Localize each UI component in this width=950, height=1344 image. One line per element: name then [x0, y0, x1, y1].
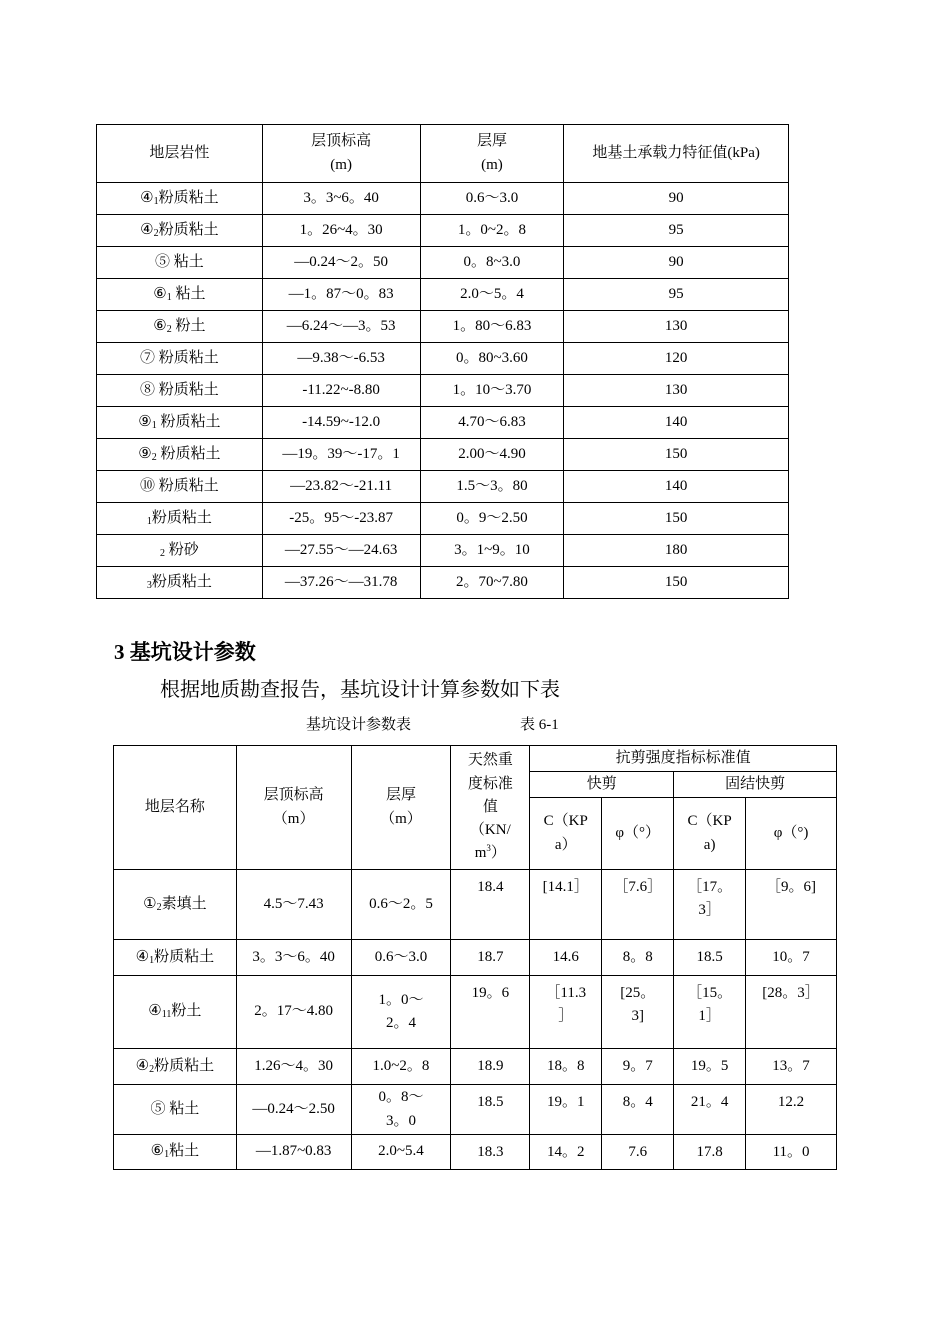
header-line: 值 [482, 798, 498, 815]
stratum-mark: ① [143, 895, 157, 912]
stratum-sublayer: 3 [146, 579, 152, 591]
table-row [97, 247, 789, 279]
table-row [114, 940, 837, 976]
cell-friction-quick-line: 3] [631, 1008, 644, 1025]
cell-thickness-line: 2.0~5.4 [378, 1143, 424, 1160]
header-text: 层厚 [476, 133, 507, 150]
cell-thickness: 2。70~7.80 [420, 567, 564, 599]
cell-top-elevation: -14.59~-12.0 [262, 407, 420, 439]
cell-thickness: 1。80～6.83 [420, 311, 564, 343]
cell-friction-consolidated-line: 11。0 [772, 1144, 810, 1160]
cell-cohesion-consolidated-line: 17.8 [696, 1144, 723, 1160]
cell-bearing-capacity: 90 [564, 183, 789, 215]
cell-top-elevation: —23.82～-21.11 [262, 471, 420, 503]
stratum-name: 粉质粘土 [156, 445, 221, 462]
cell-friction-quick-line: ［7.6］ [613, 879, 663, 895]
cell-cohesion-consolidated-line: 1］ [698, 1008, 721, 1025]
cell-cohesion-consolidated-line: ［15。 [687, 985, 733, 1001]
cell-top-elevation: —37.26～—31.78 [262, 567, 420, 599]
cell-top-elevation [236, 870, 351, 940]
cell-cohesion-quick [530, 976, 602, 1049]
cell-bearing-capacity: 150 [564, 567, 789, 599]
header-friction-quick: φ（°） [602, 798, 674, 870]
stratum-mark: ④ [140, 189, 154, 206]
header-shear-strength: 抗剪强度指标标准值 [530, 746, 837, 772]
stratum-mark: ⑤ [154, 253, 170, 270]
cell-top-elevation: -25。95～-23.87 [262, 503, 420, 535]
stratum-name: 素填土 [161, 895, 207, 912]
unit-close: ） [490, 845, 506, 862]
cell-friction-quick [602, 1085, 674, 1135]
stratum-mark: ⑧ [139, 381, 155, 398]
stratum-sublayer: 2 [153, 227, 159, 239]
cell-top-elevation-line: 2。17～4.80 [254, 1003, 333, 1020]
cell-thickness [351, 1085, 451, 1135]
stratum-name: 粉质粘土 [154, 349, 219, 366]
stratum-sublayer: 2 [156, 901, 162, 913]
table-row [114, 976, 837, 1049]
header-text: 层顶标高 [311, 133, 372, 150]
header-quick-shear: 快剪 [530, 772, 674, 798]
stratum-sublayer: 2 [151, 451, 157, 463]
table-number: 表 6-1 [520, 717, 559, 733]
cell-cohesion-quick-line: 14。2 [547, 1144, 585, 1160]
cell-bearing-capacity: 120 [564, 343, 789, 375]
cell-cohesion-quick-line: 18。8 [547, 1058, 585, 1074]
cell-thickness-line: 0.6～3.0 [374, 948, 428, 965]
cell-friction-quick [602, 1049, 674, 1085]
cell-stratum [97, 535, 263, 567]
stratum-mark: ⑤ [150, 1100, 166, 1117]
bearing-capacity-table [96, 124, 789, 599]
cell-top-elevation [236, 1085, 351, 1135]
header-consolidated-quick-shear: 固结快剪 [674, 772, 837, 798]
table-row [97, 567, 789, 599]
cell-stratum [114, 1135, 237, 1170]
cell-friction-quick-line: 8。4 [622, 1094, 653, 1110]
cell-cohesion-consolidated [674, 870, 746, 940]
cell-top-elevation: —6.24～—3。53 [262, 311, 420, 343]
table-row [97, 215, 789, 247]
cell-friction-consolidated [746, 1085, 837, 1135]
stratum-sublayer: 11 [161, 1009, 172, 1021]
stratum-sublayer: 1 [146, 515, 152, 527]
cell-stratum [97, 567, 263, 599]
cell-thickness: 0。80~3.60 [420, 343, 564, 375]
cell-stratum [97, 439, 263, 471]
cell-bearing-capacity: 130 [564, 311, 789, 343]
header-line: 天然重 [467, 752, 513, 769]
cell-cohesion-quick-line: ］ [558, 1008, 574, 1025]
stratum-sublayer: 2 [149, 1063, 155, 1075]
cell-stratum [97, 471, 263, 503]
cell-cohesion-quick [530, 1135, 602, 1170]
stratum-mark: ⑨ [138, 445, 152, 462]
cell-top-elevation: —0.24～2。50 [262, 247, 420, 279]
stratum-mark: ④ [148, 1003, 162, 1020]
cell-cohesion-consolidated [674, 940, 746, 976]
cell-stratum [97, 503, 263, 535]
cell-bearing-capacity: 90 [564, 247, 789, 279]
cell-thickness: 1。0~2。8 [420, 215, 564, 247]
header-unit: (m) [481, 156, 503, 173]
cell-stratum [97, 343, 263, 375]
header-line [453, 842, 527, 865]
cell-thickness [351, 1049, 451, 1085]
cell-friction-quick-line: [25。 [620, 985, 656, 1001]
stratum-name: 粉质粘土 [156, 413, 221, 430]
cell-cohesion-consolidated [674, 1135, 746, 1170]
stratum-name: 粉质粘土 [154, 1057, 215, 1074]
cell-stratum [97, 215, 263, 247]
cell-friction-quick [602, 1135, 674, 1170]
cell-thickness: 0。8~3.0 [420, 247, 564, 279]
stratum-name: 粉质粘土 [154, 381, 219, 398]
cell-stratum [97, 375, 263, 407]
cell-thickness-line: 1.0~2。8 [372, 1057, 430, 1074]
stratum-name: 粘土 [165, 1100, 200, 1117]
cell-bearing-capacity: 95 [564, 215, 789, 247]
stratum-mark: ⑥ [150, 1143, 165, 1160]
cell-top-elevation [236, 976, 351, 1049]
cell-thickness: 0。9～2.50 [420, 503, 564, 535]
cell-thickness: 1.5～3。80 [420, 471, 564, 503]
header-unit: （m） [272, 810, 315, 827]
cell-bearing-capacity: 140 [564, 407, 789, 439]
header-unit-weight [451, 746, 530, 870]
table-row [97, 375, 789, 407]
cell-cohesion-consolidated-line: 3］ [698, 902, 721, 919]
cell-cohesion-quick-line: [14.1］ [542, 879, 589, 895]
table-header-row [114, 746, 837, 772]
cell-thickness: 2.00～4.90 [420, 439, 564, 471]
table-header-row [97, 125, 789, 183]
cell-cohesion-consolidated-line: 19。5 [690, 1058, 729, 1074]
cell-top-elevation-line: 4.5～7.43 [263, 895, 324, 912]
table-row [97, 535, 789, 567]
table-row [97, 503, 789, 535]
stratum-mark: ⑦ [139, 349, 155, 366]
cell-thickness [351, 976, 451, 1049]
cell-friction-consolidated [746, 1049, 837, 1085]
cell-thickness: 4.70～6.83 [420, 407, 564, 439]
cell-cohesion-consolidated [674, 1085, 746, 1135]
header-bearing-capacity: 地基土承载力特征值(kPa) [564, 125, 789, 183]
cell-friction-consolidated-line: ［9。6] [766, 879, 817, 895]
stratum-name: 粘土 [169, 253, 204, 270]
cell-stratum [114, 870, 237, 940]
cell-top-elevation [236, 1049, 351, 1085]
cell-top-elevation [236, 1135, 351, 1170]
table-row [114, 870, 837, 940]
cell-cohesion-consolidated-line: 21。4 [690, 1094, 729, 1110]
cell-cohesion-quick [530, 1085, 602, 1135]
table-row [97, 311, 789, 343]
cell-thickness: 0.6～3.0 [420, 183, 564, 215]
cell-cohesion-consolidated [674, 976, 746, 1049]
table-row [97, 439, 789, 471]
cell-friction-consolidated-line: 12.2 [777, 1094, 805, 1110]
stratum-sublayer: 1 [151, 419, 157, 431]
header-text: C（KP [543, 813, 588, 830]
cell-friction-consolidated-line: [28。3］ [762, 985, 820, 1001]
section-heading: 3 基坑设计参数 [114, 640, 256, 664]
cell-bearing-capacity: 130 [564, 375, 789, 407]
cell-top-elevation [236, 940, 351, 976]
cell-friction-quick [602, 976, 674, 1049]
header-cohesion-quick [530, 798, 602, 870]
cell-cohesion-consolidated [674, 1049, 746, 1085]
cell-thickness: 2.0～5。4 [420, 279, 564, 311]
cell-friction-quick-line: 7.6 [628, 1144, 648, 1160]
design-parameter-table [113, 745, 837, 1170]
table-row [114, 1049, 837, 1085]
stratum-name: 粉质粘土 [158, 221, 219, 238]
table-caption: 基坑设计参数表 [306, 717, 412, 733]
cell-unit-weight: 18.3 [451, 1135, 530, 1170]
cell-unit-weight: 19。6 [451, 976, 530, 1049]
table-row [97, 279, 789, 311]
stratum-name: 粉质粘土 [154, 477, 219, 494]
stratum-name: 粉砂 [164, 541, 199, 558]
header-text: C（KP [687, 813, 732, 830]
cell-cohesion-quick [530, 940, 602, 976]
cell-stratum [114, 940, 237, 976]
cell-thickness [351, 870, 451, 940]
cell-top-elevation-line: 3。3～6。40 [252, 948, 335, 965]
header-line: 度标准 [467, 775, 513, 792]
table-row [97, 471, 789, 503]
cell-cohesion-quick-line: 19。1 [547, 1094, 585, 1110]
stratum-sublayer: 1 [166, 291, 172, 303]
cell-friction-quick-line: 9。7 [622, 1058, 653, 1074]
cell-stratum [97, 247, 263, 279]
cell-friction-consolidated-line: 10。7 [772, 949, 810, 965]
cell-cohesion-quick-line: ［11.3 [545, 985, 587, 1001]
stratum-sublayer: 1 [149, 954, 155, 966]
cell-top-elevation: -11.22~-8.80 [262, 375, 420, 407]
header-top-elevation [262, 125, 420, 183]
unit-exponent: 3 [486, 843, 491, 854]
cell-top-elevation-line: 1.26～4。30 [254, 1057, 333, 1074]
cell-stratum [114, 976, 237, 1049]
stratum-name: 粉质粘土 [158, 189, 219, 206]
header-line: （KN/ [469, 822, 511, 839]
header-thickness [351, 746, 451, 870]
stratum-sublayer: 2 [159, 547, 165, 559]
table-row [97, 343, 789, 375]
stratum-sublayer: 2 [166, 323, 172, 335]
cell-stratum [97, 279, 263, 311]
header-unit: (m) [330, 156, 352, 173]
cell-bearing-capacity: 150 [564, 439, 789, 471]
table-row [114, 1085, 837, 1135]
cell-top-elevation: —27.55～—24.63 [262, 535, 420, 567]
stratum-name: 粉质粘土 [154, 948, 215, 965]
cell-friction-quick [602, 940, 674, 976]
cell-top-elevation: —19。39～-17。1 [262, 439, 420, 471]
header-cohesion-consolidated [674, 798, 746, 870]
header-text: 层顶标高 [263, 787, 324, 804]
cell-friction-quick-line: 8。8 [622, 949, 653, 965]
cell-unit-weight: 18.7 [451, 940, 530, 976]
cell-cohesion-quick-line: 14.6 [552, 949, 579, 965]
cell-thickness-line: 1。0～ [378, 991, 424, 1008]
stratum-mark: ⑥ [153, 317, 167, 334]
cell-unit-weight: 18.9 [451, 1049, 530, 1085]
stratum-mark: ⑨ [138, 413, 152, 430]
stratum-mark: ⑩ [139, 477, 155, 494]
cell-stratum [114, 1085, 237, 1135]
stratum-sublayer: 1 [153, 195, 159, 207]
cell-stratum [114, 1049, 237, 1085]
header-stratum: 地层岩性 [97, 125, 263, 183]
cell-top-elevation: 3。3~6。40 [262, 183, 420, 215]
cell-unit-weight: 18.5 [451, 1085, 530, 1135]
cell-thickness-line: 0。8～ [378, 1089, 424, 1106]
stratum-mark: ④ [135, 948, 150, 965]
cell-thickness-line: 2。4 [385, 1015, 416, 1031]
stratum-name: 粘土 [171, 285, 206, 302]
cell-bearing-capacity: 150 [564, 503, 789, 535]
stratum-mark: ④ [135, 1057, 150, 1074]
stratum-name: 粉土 [171, 1003, 202, 1020]
intro-paragraph: 根据地质勘查报告，基坑设计计算参数如下表 [160, 679, 560, 701]
cell-friction-consolidated [746, 870, 837, 940]
cell-cohesion-consolidated-line: 18.5 [696, 949, 723, 965]
cell-cohesion-quick [530, 1049, 602, 1085]
cell-friction-quick [602, 870, 674, 940]
cell-bearing-capacity: 140 [564, 471, 789, 503]
stratum-mark: ④ [140, 221, 154, 238]
cell-thickness [351, 940, 451, 976]
header-thickness [420, 125, 564, 183]
cell-stratum [97, 183, 263, 215]
cell-thickness: 3。1~9。10 [420, 535, 564, 567]
stratum-name: 粉土 [171, 317, 206, 334]
cell-bearing-capacity: 95 [564, 279, 789, 311]
stratum-sublayer: 1 [164, 1149, 170, 1161]
cell-friction-consolidated-line: 13。7 [772, 1058, 810, 1074]
cell-top-elevation: —1。87～0。83 [262, 279, 420, 311]
cell-cohesion-consolidated-line: ［17。 [687, 879, 733, 895]
stratum-name: 粘土 [169, 1143, 200, 1160]
stratum-name: 粉质粘土 [151, 509, 212, 526]
table-row [97, 407, 789, 439]
cell-bearing-capacity: 180 [564, 535, 789, 567]
cell-top-elevation: 1。26~4。30 [262, 215, 420, 247]
cell-thickness-line: 3。0 [385, 1112, 416, 1129]
cell-friction-consolidated [746, 1135, 837, 1170]
cell-unit-weight: 18.4 [451, 870, 530, 940]
header-unit: （m） [380, 810, 422, 827]
cell-top-elevation-line: —1.87~0.83 [255, 1143, 332, 1160]
table-row [97, 183, 789, 215]
header-text: 层厚 [385, 787, 416, 804]
unit-base: m [474, 845, 487, 862]
stratum-name: 粉质粘土 [151, 573, 212, 590]
cell-cohesion-quick [530, 870, 602, 940]
cell-thickness-line: 0.6～2。5 [369, 895, 433, 912]
cell-friction-consolidated [746, 940, 837, 976]
stratum-mark: ⑥ [153, 285, 167, 302]
cell-thickness [351, 1135, 451, 1170]
header-text: a) [703, 836, 716, 853]
cell-stratum [97, 407, 263, 439]
cell-top-elevation: —9.38～-6.53 [262, 343, 420, 375]
table-row [114, 1135, 837, 1170]
header-top-elevation [236, 746, 351, 870]
cell-thickness: 1。10～3.70 [420, 375, 564, 407]
header-stratum-name: 地层名称 [114, 746, 237, 870]
cell-friction-consolidated [746, 976, 837, 1049]
header-friction-consolidated: φ（°) [746, 798, 837, 870]
cell-top-elevation-line: —0.24～2.50 [252, 1100, 335, 1117]
cell-stratum [97, 311, 263, 343]
header-text: a） [554, 836, 577, 853]
